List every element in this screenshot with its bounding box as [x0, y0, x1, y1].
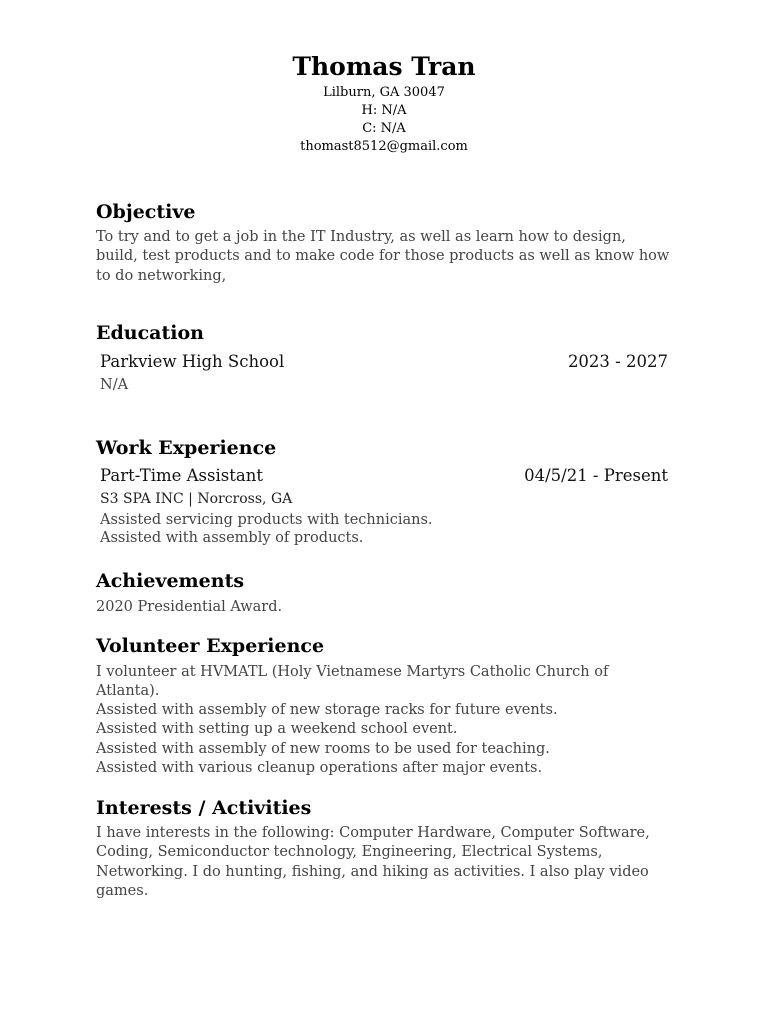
volunteer-item: Assisted with assembly of new rooms to be used for teaching. — [96, 740, 550, 757]
job-duty: Assisted with assembly of products. — [100, 529, 364, 546]
achievements-text: 2020 Presidential Award. — [96, 599, 283, 615]
interests-text: I have interests in the following: Computer Hardware, Computer Software, Coding, Semiconductor technology, Engineering, Electrical Systems, Networking. I do hunting, fishing, and hiking as activities. I also play video games. — [96, 825, 650, 900]
education-entry — [100, 351, 668, 373]
job-dates: 04/5/21 - Present — [524, 466, 668, 485]
education-dates: 2023 - 2027 — [567, 352, 668, 371]
achievements-heading: Achievements — [96, 570, 245, 592]
objective-text: To try and to get a job in the IT Industry, as well as learn how to design, build, test products and to make code for those products as well as know how to do networking, — [96, 229, 670, 284]
interests-heading: Interests / Activities — [96, 797, 312, 819]
company-location: S3 SPA INC | Norcross, GA — [100, 491, 293, 507]
volunteer-intro: I volunteer at HVMATL (Holy Vietnamese Martyrs Catholic Church of Atlanta). — [96, 664, 609, 700]
job-duty: Assisted servicing products with technicians. — [100, 512, 433, 528]
education-heading: Education — [96, 322, 204, 344]
home-phone: H: N/A — [361, 103, 407, 118]
volunteer-item: Assisted with setting up a weekend school event. — [96, 721, 458, 738]
job-duties — [100, 512, 433, 547]
work-entry — [100, 465, 668, 487]
work-experience-heading: Work Experience — [96, 437, 277, 459]
cell-phone: C: N/A — [362, 121, 406, 136]
volunteer-item: Assisted with various cleanup operations after major events. — [96, 760, 543, 777]
job-role: Part-Time Assistant — [100, 466, 263, 485]
resume-header — [0, 50, 768, 156]
candidate-name: Thomas Tran — [292, 52, 476, 81]
objective-heading: Objective — [96, 201, 196, 223]
volunteer-heading: Volunteer Experience — [96, 635, 325, 657]
volunteer-items — [96, 701, 676, 779]
school-name: Parkview High School — [100, 352, 285, 371]
location: Lilburn, GA 30047 — [323, 85, 445, 100]
education-note: N/A — [100, 377, 129, 393]
email-address: thomast8512@gmail.com — [300, 139, 468, 154]
volunteer-item: Assisted with assembly of new storage racks for future events. — [96, 702, 558, 718]
